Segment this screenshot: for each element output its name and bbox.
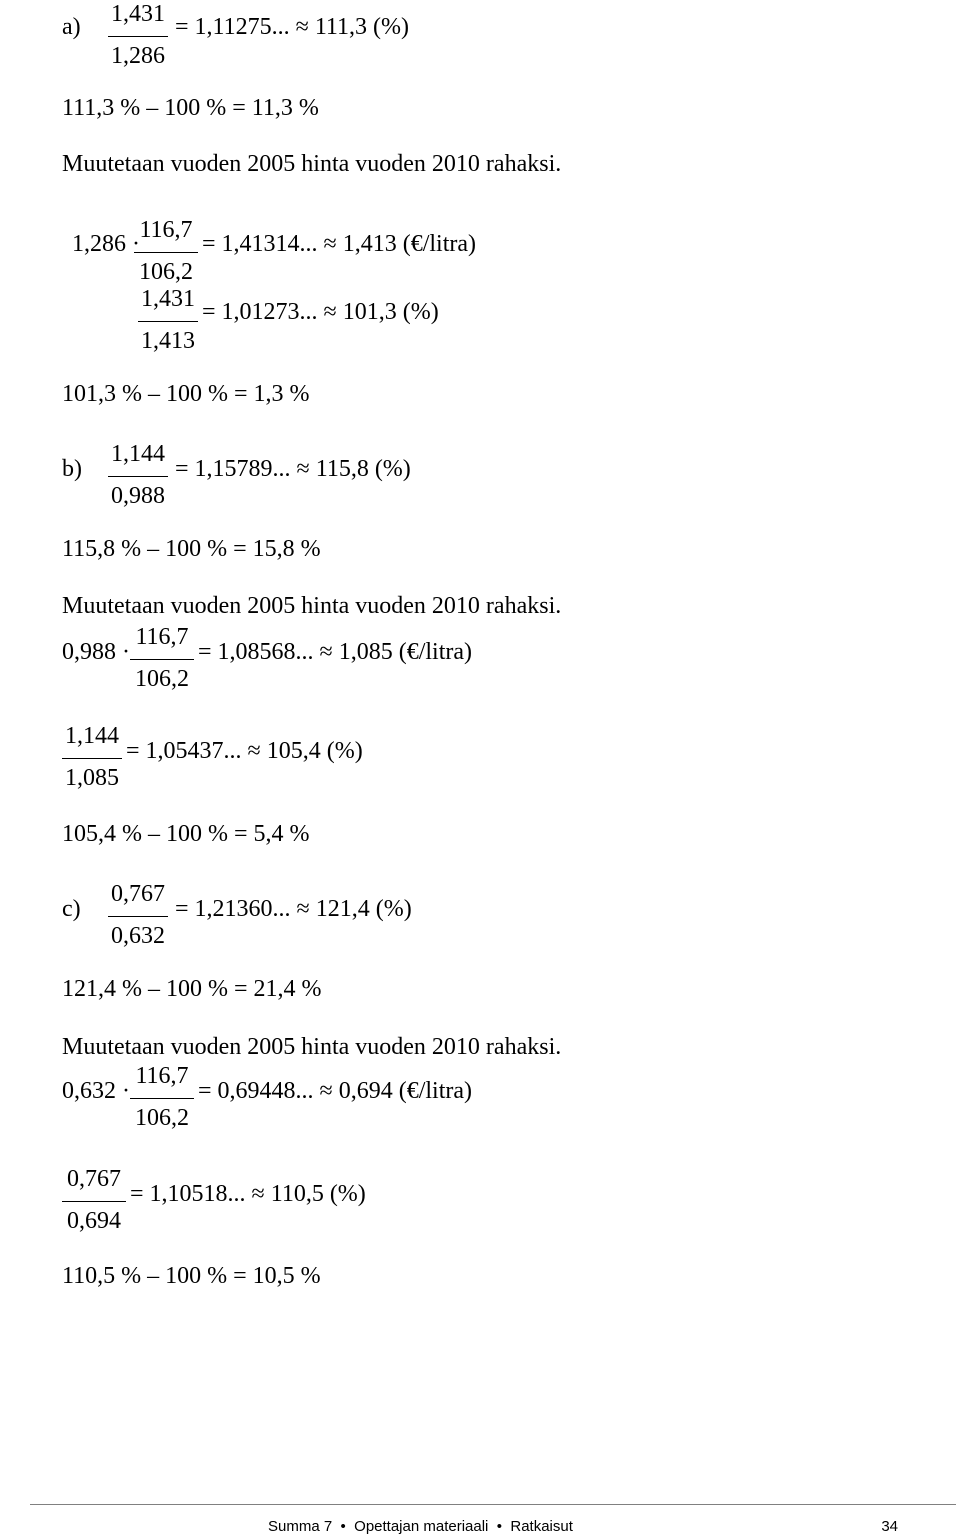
equation-result: = 1,08568... ≈ 1,085 (€/litra) xyxy=(198,639,473,665)
numerator: 116,7 xyxy=(139,217,193,243)
fraction-bar xyxy=(62,758,122,759)
footer-bullet: • xyxy=(496,1518,503,1535)
numerator: 116,7 xyxy=(135,624,189,650)
fraction-bar xyxy=(108,36,168,37)
multiplier: 0,632 · xyxy=(62,1078,130,1104)
percentage-difference: 105,4 % – 100 % = 5,4 % xyxy=(62,821,310,847)
multiplier: 0,988 · xyxy=(62,639,130,665)
numerator: 1,431 xyxy=(141,286,195,312)
equation-result: = 1,15789... ≈ 115,8 (%) xyxy=(175,456,411,482)
numerator: 0,767 xyxy=(111,881,165,907)
equation-result: = 1,41314... ≈ 1,413 (€/litra) xyxy=(202,231,477,257)
fraction-bar xyxy=(130,1098,194,1099)
fraction-bar xyxy=(130,659,194,660)
numerator: 1,144 xyxy=(111,441,165,467)
percentage-difference: 111,3 % – 100 % = 11,3 % xyxy=(62,95,319,121)
part-c-label: c) xyxy=(62,896,81,922)
denominator: 0,988 xyxy=(111,483,165,509)
fraction-bar xyxy=(108,916,168,917)
page-footer xyxy=(0,1516,960,1540)
footer-section: Ratkaisut xyxy=(510,1518,573,1535)
denominator: 1,413 xyxy=(141,328,195,354)
equation-result: = 1,21360... ≈ 121,4 (%) xyxy=(175,896,412,922)
numerator: 116,7 xyxy=(135,1063,189,1089)
percentage-difference: 110,5 % – 100 % = 10,5 % xyxy=(62,1263,321,1289)
numerator: 1,144 xyxy=(65,723,119,749)
fraction-bar xyxy=(108,476,168,477)
conversion-text: Muutetaan vuoden 2005 hinta vuoden 2010 rahaksi. xyxy=(62,151,562,177)
denominator: 1,085 xyxy=(65,765,119,791)
denominator: 0,694 xyxy=(67,1208,121,1234)
fraction-bar xyxy=(134,252,198,253)
equation-result: = 0,69448... ≈ 0,694 (€/litra) xyxy=(198,1078,473,1104)
part-a-label: a) xyxy=(62,14,81,40)
equation-result: = 1,01273... ≈ 101,3 (%) xyxy=(202,299,439,325)
fraction-bar xyxy=(62,1201,126,1202)
denominator: 106,2 xyxy=(139,259,193,285)
equation-result: = 1,05437... ≈ 105,4 (%) xyxy=(126,738,363,764)
conversion-text: Muutetaan vuoden 2005 hinta vuoden 2010 rahaksi. xyxy=(62,1034,562,1060)
equation-result: = 1,11275... ≈ 111,3 (%) xyxy=(175,14,410,40)
denominator: 0,632 xyxy=(111,923,165,949)
footer-bullet: • xyxy=(340,1518,346,1535)
numerator: 1,431 xyxy=(111,1,165,27)
conversion-text: Muutetaan vuoden 2005 hinta vuoden 2010 rahaksi. xyxy=(62,593,562,619)
part-b-label: b) xyxy=(62,456,82,482)
fraction-bar xyxy=(138,321,198,322)
page-number: 34 xyxy=(881,1518,898,1535)
multiplier: 1,286 · xyxy=(72,231,140,257)
percentage-difference: 115,8 % – 100 % = 15,8 % xyxy=(62,536,321,562)
footer-source xyxy=(268,1516,573,1538)
percentage-difference: 101,3 % – 100 % = 1,3 % xyxy=(62,381,310,407)
equation-result: = 1,10518... ≈ 110,5 (%) xyxy=(130,1181,366,1207)
footer-rule xyxy=(30,1504,956,1505)
footer-book: Summa 7 xyxy=(268,1518,333,1535)
denominator: 106,2 xyxy=(135,1105,189,1131)
denominator: 1,286 xyxy=(111,43,165,69)
numerator: 0,767 xyxy=(67,1166,121,1192)
percentage-difference: 121,4 % – 100 % = 21,4 % xyxy=(62,976,322,1002)
denominator: 106,2 xyxy=(135,666,189,692)
footer-material: Opettajan materiaali xyxy=(354,1518,489,1535)
